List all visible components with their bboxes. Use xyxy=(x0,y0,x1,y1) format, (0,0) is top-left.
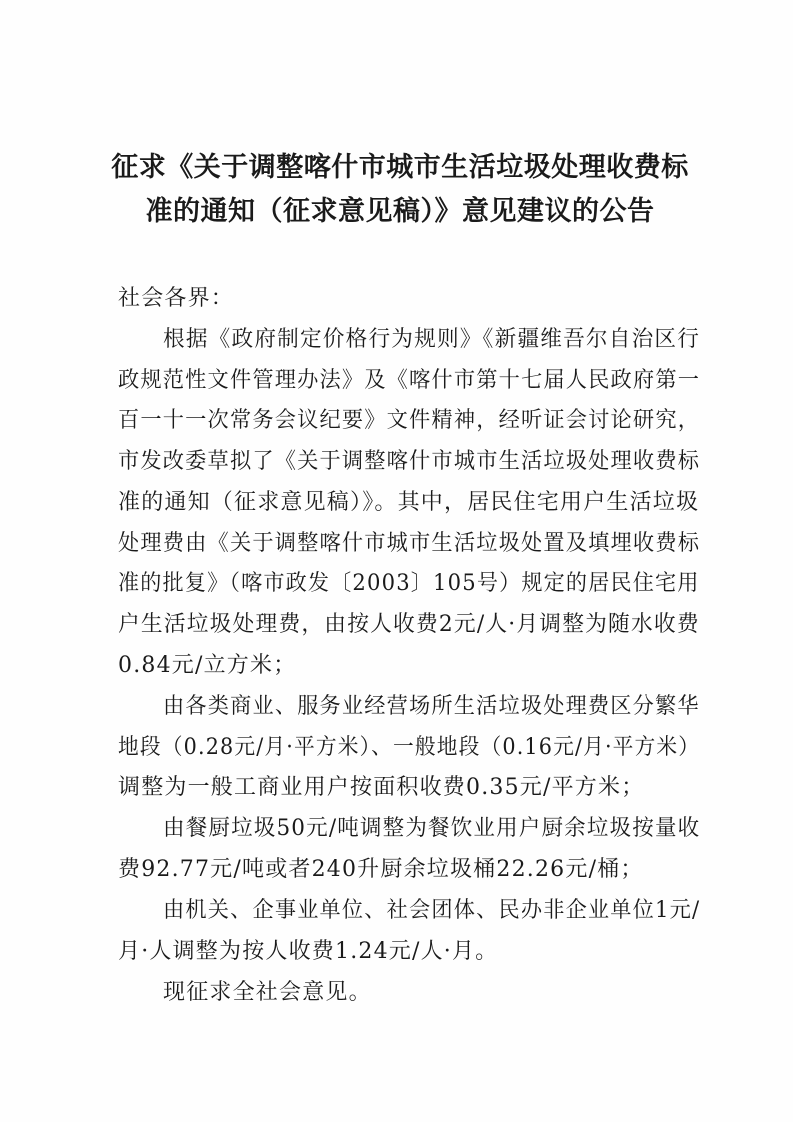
document-title-line-1: 征求《关于调整喀什市城市生活垃圾处理收费标 xyxy=(111,152,689,183)
paragraph-2-line: 地段（0.28元/月·平方米）、一般地段（0.16元/月·平方米） xyxy=(118,735,701,760)
paragraph-1-line: 准的批复》（喀市政发〔2003〕105号）规定的居民住宅用 xyxy=(118,571,700,596)
closing-line: 现征求全社会意见。 xyxy=(163,980,372,1005)
salutation: 社会各界： xyxy=(118,286,235,311)
paragraph-4-line: 由机关、企事业单位、社会团体、民办非企业单位1元/ xyxy=(163,898,701,923)
paragraph-1-line: 准的通知（征求意见稿）》。其中，居民住宅用户生活垃圾 xyxy=(118,490,700,515)
paragraph-1-line: 政规范性文件管理办法》及《喀什市第十七届人民政府第一 xyxy=(118,368,701,393)
paragraph-1-line: 处理费由《关于调整喀什市城市生活垃圾处置及填埋收费标 xyxy=(118,531,701,556)
paragraph-4-line: 月·人调整为按人收费1.24元/人·月。 xyxy=(118,939,499,964)
paragraph-1-line: 根据《政府制定价格行为规则》《新疆维吾尔自治区行 xyxy=(163,327,701,352)
paragraph-2-line: 调整为一般工商业用户按面积收费0.35元/平方米； xyxy=(118,775,645,800)
paragraph-3-line: 由餐厨垃圾50元/吨调整为餐饮业用户厨余垃圾按量收 xyxy=(163,816,701,841)
paragraph-1-line: 户生活垃圾处理费，由按人收费2元/人·月调整为随水收费 xyxy=(118,612,700,637)
paragraph-1-line: 市发改委草拟了《关于调整喀什市城市生活垃圾处理收费标 xyxy=(118,449,701,474)
paragraph-2-line: 由各类商业、服务业经营场所生活垃圾处理费区分繁华 xyxy=(163,694,700,719)
paragraph-1-line: 0.84元/立方米； xyxy=(118,653,297,678)
paragraph-3-line: 费92.77元/吨或者240升厨余垃圾桶22.26元/桶； xyxy=(118,857,644,882)
document-title-line-2: 准的通知（征求意见稿）》意见建议的公告 xyxy=(145,196,655,227)
paragraph-1-line: 百一十一次常务会议纪要》文件精神，经听证会讨论研究， xyxy=(118,408,701,433)
